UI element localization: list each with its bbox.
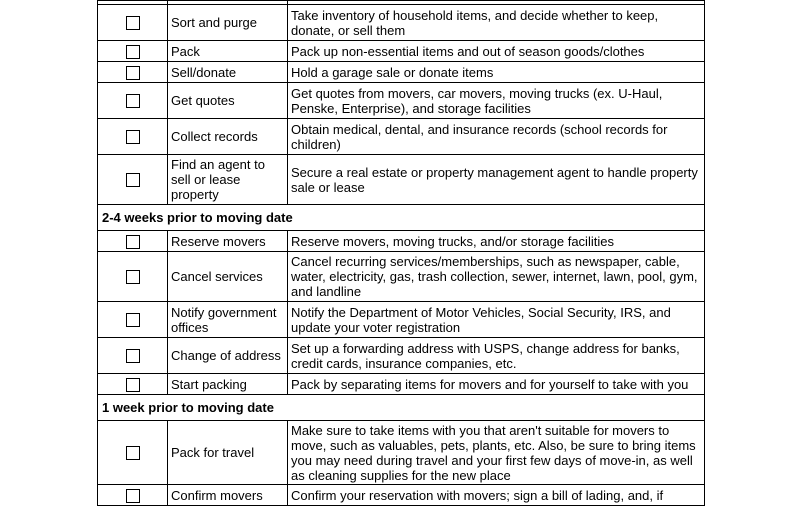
moving-checklist-table — [97, 0, 705, 506]
checkbox[interactable] — [126, 313, 140, 327]
task-label: Start packing — [168, 374, 288, 395]
moving-checklist-sheet — [97, 0, 704, 506]
checkbox[interactable] — [126, 173, 140, 187]
table-row — [98, 62, 705, 83]
table-row — [98, 231, 705, 252]
checkbox[interactable] — [126, 45, 140, 59]
table-row — [98, 83, 705, 119]
check-cell — [98, 83, 168, 119]
task-description: Take inventory of household items, and decide whether to keep, donate, or sell them — [288, 5, 705, 41]
checkbox[interactable] — [126, 378, 140, 392]
task-label: Get quotes — [168, 83, 288, 119]
checkbox[interactable] — [126, 235, 140, 249]
check-cell — [98, 421, 168, 485]
check-cell — [98, 231, 168, 252]
task-description: Secure a real estate or property management agent to handle property sale or lease — [288, 155, 705, 205]
table-row — [98, 41, 705, 62]
task-label: Reserve movers — [168, 231, 288, 252]
task-description: Notify the Department of Motor Vehicles, Social Security, IRS, and update your voter registration — [288, 302, 705, 338]
table-row — [98, 485, 705, 506]
checkbox[interactable] — [126, 489, 140, 503]
table-row — [98, 252, 705, 302]
checkbox[interactable] — [126, 16, 140, 30]
task-label: Cancel services — [168, 252, 288, 302]
section-header-row — [98, 205, 705, 231]
check-cell — [98, 302, 168, 338]
checkbox[interactable] — [126, 94, 140, 108]
checkbox[interactable] — [126, 270, 140, 284]
task-label: Change of address — [168, 338, 288, 374]
task-label: Notify government offices — [168, 302, 288, 338]
task-description: Reserve movers, moving trucks, and/or storage facilities — [288, 231, 705, 252]
section-title: 1 week prior to moving date — [98, 395, 705, 421]
task-label: Find an agent to sell or lease property — [168, 155, 288, 205]
task-description: Pack up non-essential items and out of season goods/clothes — [288, 41, 705, 62]
task-description: Pack by separating items for movers and for yourself to take with you — [288, 374, 705, 395]
check-cell — [98, 5, 168, 41]
task-description: Obtain medical, dental, and insurance records (school records for children) — [288, 119, 705, 155]
section-header-row — [98, 395, 705, 421]
check-cell — [98, 62, 168, 83]
task-description: Make sure to take items with you that aren't suitable for movers to move, such as valuables, pets, plants, etc. Also, be sure to bring items you may need during travel and your first few days of move-in, as well as cleaning supplies for the new place — [288, 421, 705, 485]
task-label: Pack for travel — [168, 421, 288, 485]
table-row — [98, 5, 705, 41]
task-label: Sell/donate — [168, 62, 288, 83]
task-description: Cancel recurring services/memberships, such as newspaper, cable, water, electricity, gas, trash collection, sewer, internet, lawn, pool, gym, and landline — [288, 252, 705, 302]
task-description: Get quotes from movers, car movers, moving trucks (ex. U-Haul, Penske, Enterprise), and storage facilities — [288, 83, 705, 119]
check-cell — [98, 485, 168, 506]
check-cell — [98, 155, 168, 205]
check-cell — [98, 338, 168, 374]
check-cell — [98, 252, 168, 302]
check-cell — [98, 41, 168, 62]
checkbox[interactable] — [126, 446, 140, 460]
task-description: Set up a forwarding address with USPS, change address for banks, credit cards, insurance companies, etc. — [288, 338, 705, 374]
table-row — [98, 119, 705, 155]
task-label: Collect records — [168, 119, 288, 155]
checkbox[interactable] — [126, 66, 140, 80]
task-description: Confirm your reservation with movers; sign a bill of lading, and, if — [288, 485, 705, 506]
checkbox[interactable] — [126, 130, 140, 144]
check-cell — [98, 119, 168, 155]
table-row — [98, 374, 705, 395]
check-cell — [98, 374, 168, 395]
checkbox[interactable] — [126, 349, 140, 363]
table-row — [98, 421, 705, 485]
task-label: Sort and purge — [168, 5, 288, 41]
table-row — [98, 155, 705, 205]
table-row — [98, 302, 705, 338]
table-row — [98, 338, 705, 374]
task-description: Hold a garage sale or donate items — [288, 62, 705, 83]
task-label: Confirm movers — [168, 485, 288, 506]
section-title: 2-4 weeks prior to moving date — [98, 205, 705, 231]
task-label: Pack — [168, 41, 288, 62]
